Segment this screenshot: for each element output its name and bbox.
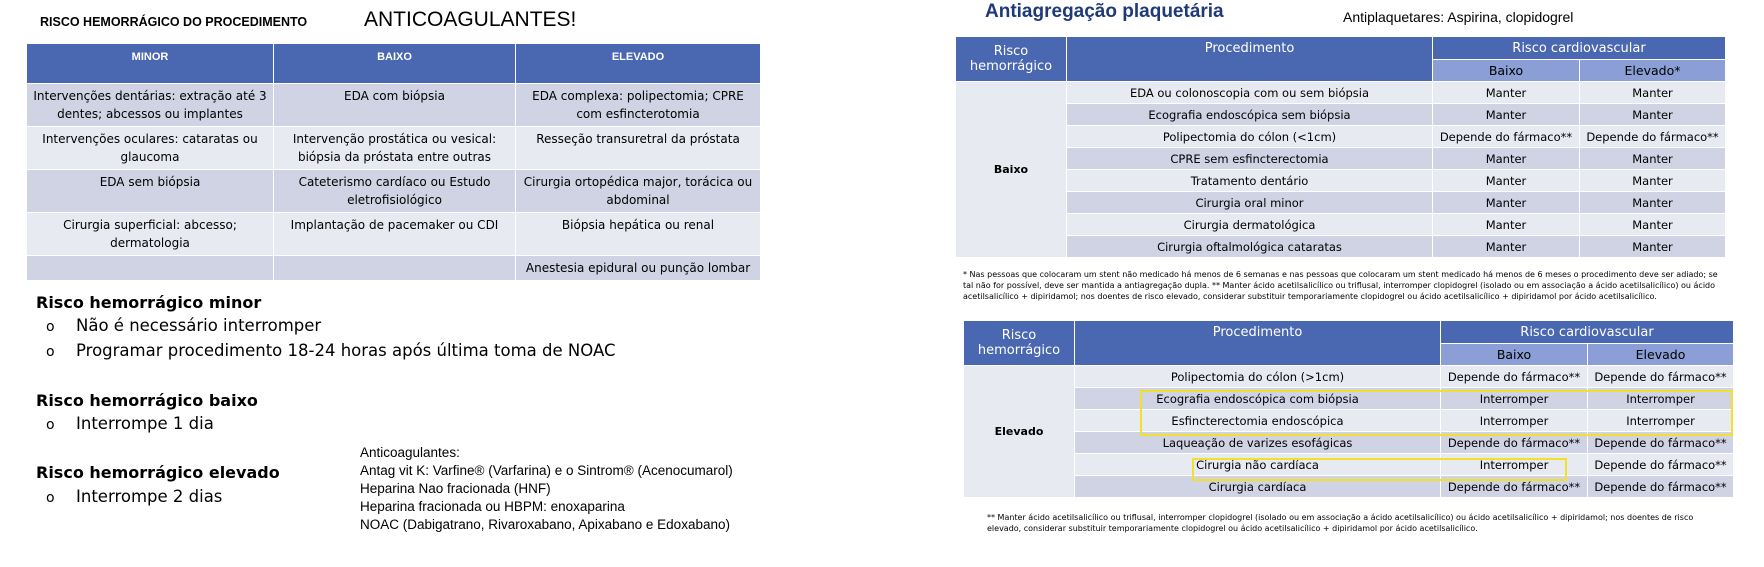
list-item-text: Não é necessário interromper (76, 316, 322, 335)
table-cell: Depende do fármaco** (1441, 432, 1588, 454)
antiplatelet-title: Antiagregação plaquetária (985, 1, 1224, 22)
table-cell: Cirurgia oral minor (1067, 192, 1433, 214)
table-cell: Manter (1580, 236, 1726, 258)
table-row (956, 214, 1726, 236)
table-cell: Intervenções dentárias: extração até 3 dentes; abcessos ou implantes (27, 84, 274, 127)
table-cell: Depende do fármaco** (1441, 366, 1588, 388)
bullet-icon: o (46, 490, 55, 506)
left-section-title: RISCO HEMORRÁGICO DO PROCEDIMENTO (40, 15, 308, 29)
table-cell: Cirurgia não cardíaca (1075, 454, 1441, 476)
table-row (27, 170, 761, 213)
header-minor: MINOR (27, 44, 274, 84)
table-cell: Biópsia hepática ou renal (516, 213, 761, 256)
table-cell: Depende do fármaco** (1588, 454, 1734, 476)
footnote-baixo: * Nas pessoas que colocaram um stent não medicado há menos de 6 semanas e nas pessoas que colocaram um stent medicado há menos de 6 meses o procedimento deve ser adiado; se tal não for possível, deve ser mantida a antiagregação dupla. ** Manter ácido acetilsalicílico ou triflusal, interromper clopidogrel (isolado ou em associação a ácido acetilsalicílico) ou ácido acetilsalicílico + dipiridamol; nos doentes de risco elevado, considerar substituir temporariamente clopidogrel ou ácido acetilsalicílico + dipiridamol por ácido acetilsalicílico. (963, 270, 1718, 301)
anticoagulants-line: Heparina fracionada ou HBPM: enoxaparina (360, 499, 625, 514)
header-cardio-risk: Risco cardiovascular (1433, 37, 1726, 60)
table-cell: Manter (1580, 192, 1726, 214)
header-elevado: ELEVADO (516, 44, 761, 84)
table-cell: Cateterismo cardíaco ou Estudo eletrofisiológico (274, 170, 516, 213)
header-risk: Risco hemorrágico (964, 321, 1075, 366)
anticoagulants-line: NOAC (Dabigatrano, Rivaroxabano, Apixabano e Edoxabano) (360, 517, 730, 532)
table-cell: Depende do fármaco** (1588, 366, 1734, 388)
low-risk-procedure-table (955, 36, 1726, 258)
group-label-elevado: Elevado (964, 366, 1075, 498)
bullet-icon: o (46, 319, 55, 335)
table-row (964, 410, 1734, 432)
header-low: Baixo (1441, 344, 1588, 366)
table-cell: Manter (1580, 170, 1726, 192)
list-item (46, 414, 214, 433)
anticoagulants-line: Heparina Nao fracionada (HNF) (360, 481, 551, 496)
table-cell: Manter (1433, 104, 1580, 126)
table-row (27, 84, 761, 127)
table-cell: Polipectomia do cólon (<1cm) (1067, 126, 1433, 148)
section-heading-elevado: Risco hemorrágico elevado (36, 463, 280, 482)
list-item (46, 341, 615, 360)
table-row (956, 148, 1726, 170)
table-row (956, 82, 1726, 104)
table-row (964, 366, 1734, 388)
table-cell: Manter (1580, 82, 1726, 104)
table-cell: Cirurgia oftalmológica cataratas (1067, 236, 1433, 258)
table-cell: Tratamento dentário (1067, 170, 1433, 192)
anticoagulants-heading: ANTICOAGULANTES! (364, 8, 577, 31)
table-cell: Implantação de pacemaker ou CDI (274, 213, 516, 256)
table-cell: Esfincterectomia endoscópica (1075, 410, 1441, 432)
table-cell: Cirurgia ortopédica major, torácica ou abdominal (516, 170, 761, 213)
header-baixo: BAIXO (274, 44, 516, 84)
bleeding-risk-table (26, 43, 761, 281)
table-cell: Ecografia endoscópica sem biópsia (1067, 104, 1433, 126)
table-row (964, 388, 1734, 410)
anticoagulants-list (360, 444, 733, 534)
table-cell: Anestesia epidural ou punção lombar (516, 256, 761, 281)
header-cardio-risk: Risco cardiovascular (1441, 321, 1734, 344)
table-row (964, 454, 1734, 476)
table-cell: Manter (1433, 148, 1580, 170)
table-cell: Resseção transuretral da próstata (516, 127, 761, 170)
list-item-text: Interrompe 1 dia (76, 414, 214, 433)
table-cell: Interromper (1588, 410, 1734, 432)
table-cell: Intervenção prostática ou vesical: biópsia da próstata entre outras (274, 127, 516, 170)
table-cell: Depende do fármaco** (1433, 126, 1580, 148)
table-cell: Cirurgia dermatológica (1067, 214, 1433, 236)
table-cell: CPRE sem esfincterectomia (1067, 148, 1433, 170)
bullet-icon: o (46, 417, 55, 433)
table-cell: Ecografia endoscópica com biópsia (1075, 388, 1441, 410)
table-row (956, 126, 1726, 148)
table-row (956, 236, 1726, 258)
table-cell: Interromper (1441, 454, 1588, 476)
table-cell: Manter (1433, 214, 1580, 236)
list-item (46, 487, 222, 506)
table-row (956, 170, 1726, 192)
table-cell: Polipectomia do cólon (>1cm) (1075, 366, 1441, 388)
table-cell: Cirurgia cardíaca (1075, 476, 1441, 498)
header-high: Elevado (1588, 344, 1734, 366)
group-label-baixo: Baixo (956, 82, 1067, 258)
table-cell: EDA ou colonoscopia com ou sem biópsia (1067, 82, 1433, 104)
table-cell: Manter (1433, 236, 1580, 258)
high-risk-procedure-table (963, 320, 1734, 498)
table-cell: Depende do fármaco** (1441, 476, 1588, 498)
antiplatelet-subtitle: Antiplaquetares: Aspirina, clopidogrel (1343, 9, 1574, 25)
table-cell (274, 256, 516, 281)
table-row (964, 432, 1734, 454)
table-cell: EDA com biópsia (274, 84, 516, 127)
table-cell: Manter (1433, 82, 1580, 104)
table-cell: Manter (1433, 192, 1580, 214)
header-procedure: Procedimento (1067, 37, 1433, 82)
header-low: Baixo (1433, 60, 1580, 82)
table-cell: Intervenções oculares: cataratas ou glaucoma (27, 127, 274, 170)
table-cell: Manter (1580, 104, 1726, 126)
table-cell: Depende do fármaco** (1580, 126, 1726, 148)
bullet-icon: o (46, 344, 55, 360)
table-cell: Interromper (1441, 388, 1588, 410)
header-procedure: Procedimento (1075, 321, 1441, 366)
table-cell: Laqueação de varizes esofágicas (1075, 432, 1441, 454)
list-item-text: Interrompe 2 dias (76, 487, 223, 506)
table-cell (27, 256, 274, 281)
table-row (27, 213, 761, 256)
table-cell: Interromper (1588, 388, 1734, 410)
list-item-text: Programar procedimento 18-24 horas após última toma de NOAC (76, 341, 616, 360)
table-row (964, 476, 1734, 498)
table-cell: Manter (1580, 148, 1726, 170)
section-heading-minor: Risco hemorrágico minor (36, 293, 262, 312)
anticoagulants-line: Anticoagulantes: (360, 445, 460, 460)
footnote-elevado: ** Manter ácido acetilsalicílico ou triflusal, interromper clopidogrel (isolado ou em associação a ácido acetilsalicílico) ou ácido acetilsalicílico + dipiridamol; nos doentes de risco elevado, considerar substituir temporariamente clopidogrel ou ácido acetilsalicílico + dipiridamol por ácido acetilsalicílico. (987, 513, 1694, 533)
table-cell: Manter (1580, 214, 1726, 236)
table-row (27, 256, 761, 281)
table-row (956, 104, 1726, 126)
table-cell: Depende do fármaco** (1588, 476, 1734, 498)
section-heading-baixo: Risco hemorrágico baixo (36, 391, 258, 410)
anticoagulants-line: Antag vit K: Varfine® (Varfarina) e o Sintrom® (Acenocumarol) (360, 463, 733, 478)
table-row (956, 192, 1726, 214)
table-cell: Interromper (1441, 410, 1588, 432)
table-cell: EDA complexa: polipectomia; CPRE com esfincterotomia (516, 84, 761, 127)
table-cell: Cirurgia superficial: abcesso; dermatologia (27, 213, 274, 256)
table-row (27, 127, 761, 170)
table-cell: Depende do fármaco** (1588, 432, 1734, 454)
table-cell: EDA sem biópsia (27, 170, 274, 213)
header-risk: Risco hemorrágico (956, 37, 1067, 82)
header-high: Elevado* (1580, 60, 1726, 82)
list-item (46, 316, 321, 335)
table-cell: Manter (1433, 170, 1580, 192)
